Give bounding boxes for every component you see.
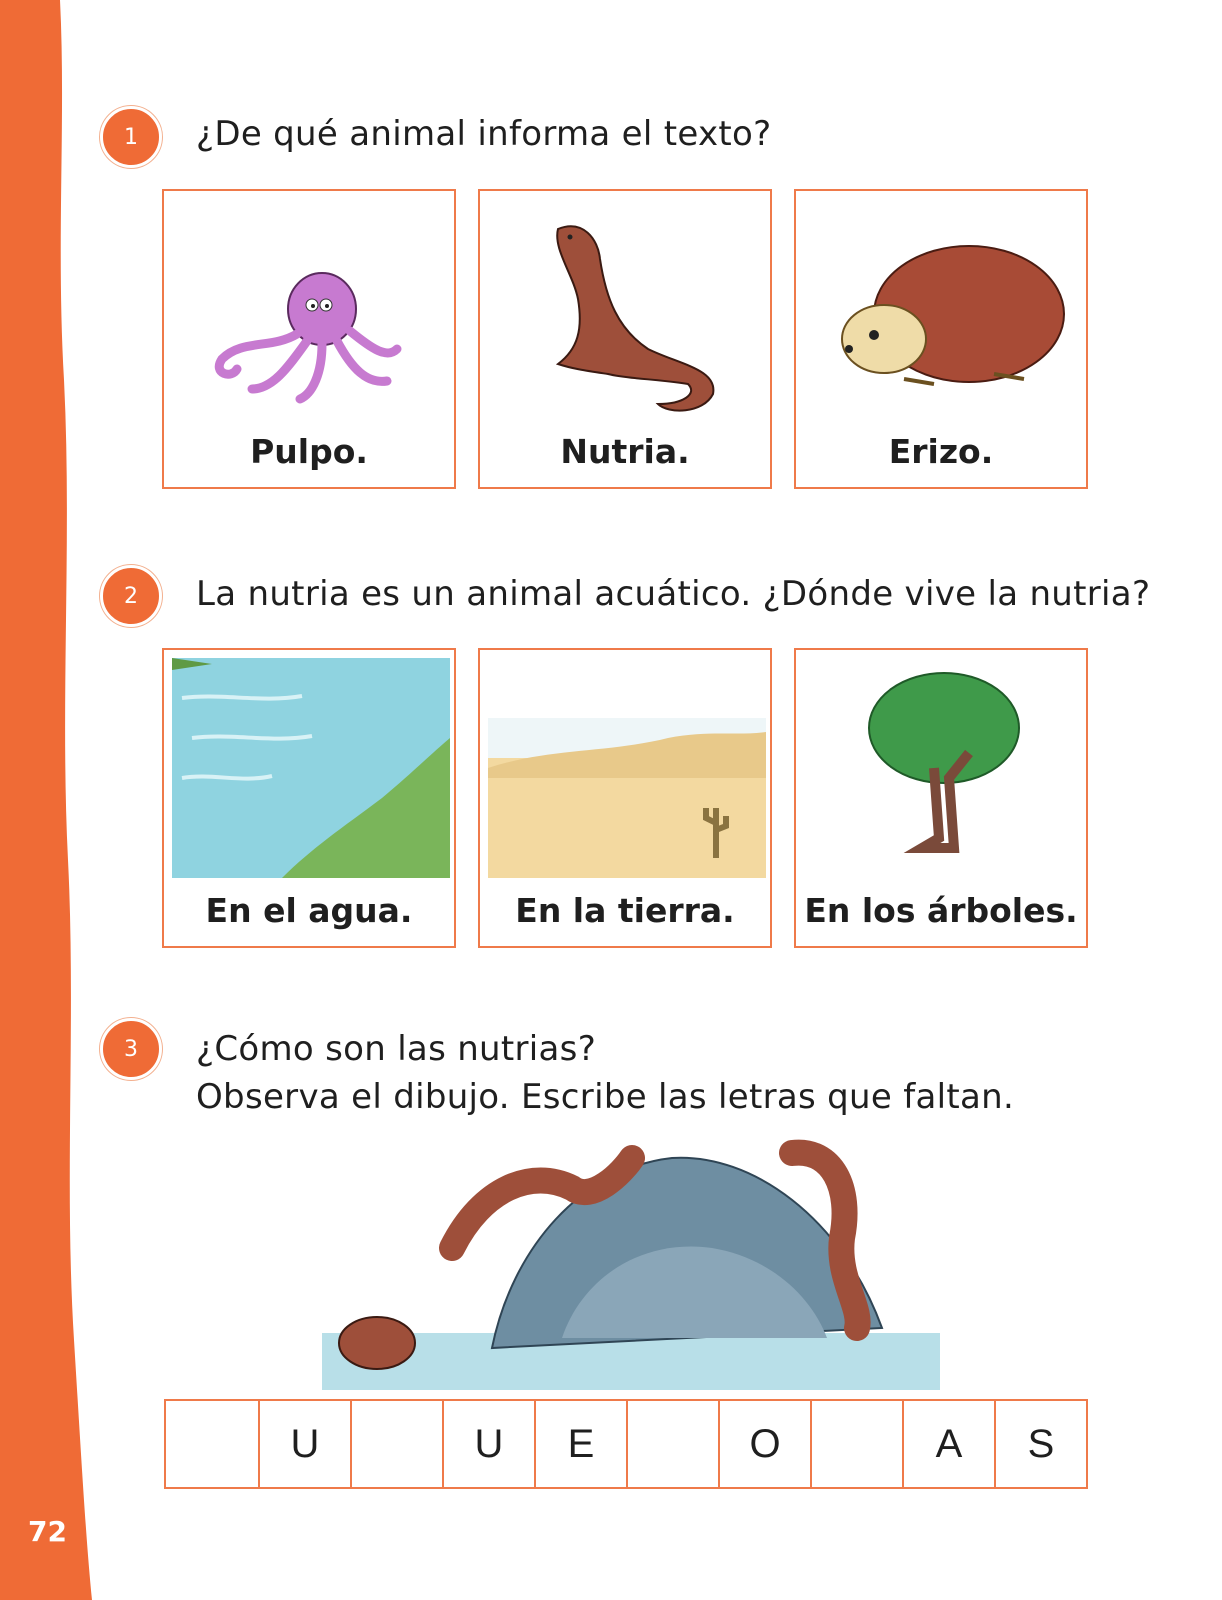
page-number: 72 — [28, 1515, 67, 1548]
option-label: En el agua. — [205, 891, 413, 930]
question-1-number: 1 — [100, 106, 162, 168]
octopus-illustration — [172, 199, 450, 419]
question-1-text: ¿De qué animal informa el texto? — [196, 114, 772, 154]
letter-box: O — [718, 1401, 810, 1487]
letter-box: A — [902, 1401, 994, 1487]
question-3-line1: ¿Cómo son las nutrias? — [196, 1029, 597, 1069]
question-3-number: 3 — [100, 1018, 162, 1080]
otters-on-rock-illustration — [322, 1128, 940, 1390]
question-3-line2: Observa el dibujo. Escribe las letras que faltan. — [196, 1077, 1015, 1117]
page-margin-band — [0, 0, 110, 1600]
option-hedgehog[interactable] — [794, 189, 1088, 489]
option-otter[interactable] — [478, 189, 772, 489]
river-illustration — [172, 658, 450, 878]
tree-illustration — [804, 658, 1082, 878]
letter-box[interactable] — [166, 1401, 258, 1487]
letter-box: E — [534, 1401, 626, 1487]
letter-box: U — [442, 1401, 534, 1487]
desert-illustration — [488, 658, 766, 878]
option-trees[interactable] — [794, 648, 1088, 948]
letter-box: U — [258, 1401, 350, 1487]
question-2-text: La nutria es un animal acuático. ¿Dónde vive la nutria? — [196, 574, 1151, 614]
option-water[interactable] — [162, 648, 456, 948]
option-land[interactable] — [478, 648, 772, 948]
letter-box[interactable] — [810, 1401, 902, 1487]
otter-illustration — [488, 199, 766, 419]
missing-letters-grid — [164, 1399, 1088, 1489]
letter-box: S — [994, 1401, 1086, 1487]
letter-box[interactable] — [626, 1401, 718, 1487]
option-label: Pulpo. — [250, 432, 368, 471]
hedgehog-illustration — [804, 199, 1082, 419]
letter-box[interactable] — [350, 1401, 442, 1487]
option-label: En la tierra. — [515, 891, 735, 930]
option-label: En los árboles. — [804, 891, 1078, 930]
option-label: Erizo. — [888, 432, 994, 471]
option-label: Nutria. — [560, 432, 690, 471]
question-2-number: 2 — [100, 565, 162, 627]
option-octopus[interactable] — [162, 189, 456, 489]
